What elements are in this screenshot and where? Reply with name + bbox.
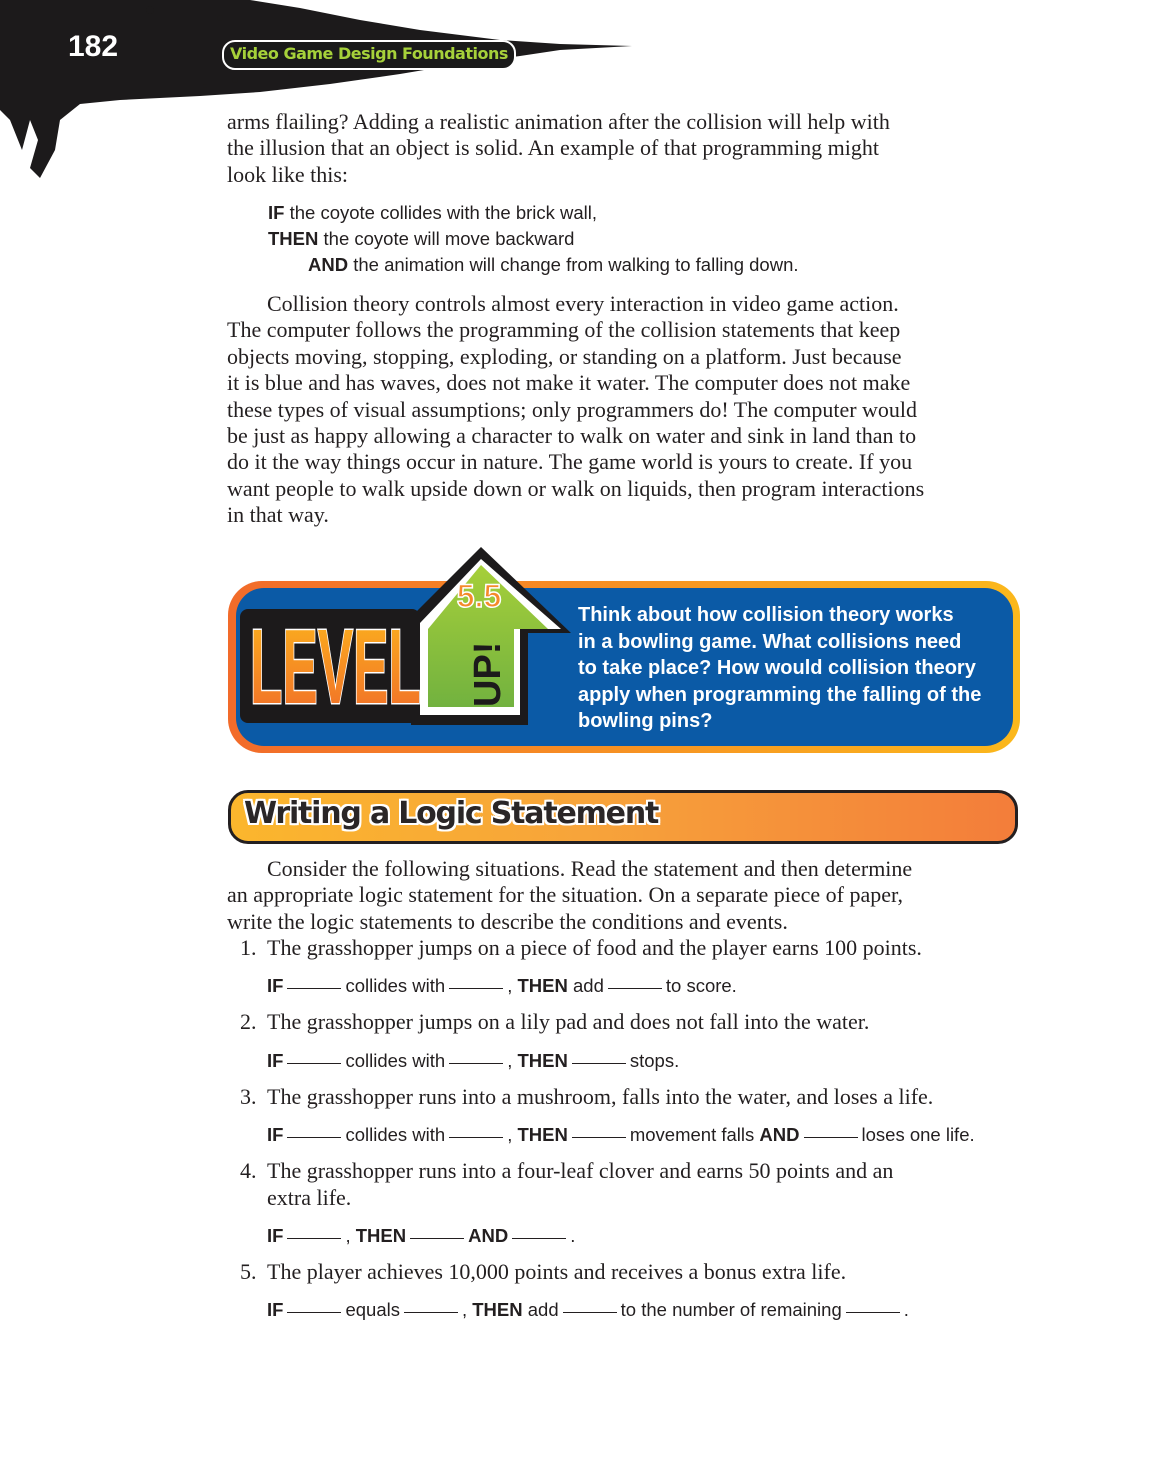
fill-in-blank[interactable] [512, 1237, 566, 1239]
statement-text: . [570, 1225, 576, 1247]
item-number: 2. [240, 1009, 257, 1035]
text-line: write the logic statements to describe the conditions and events. [227, 908, 788, 934]
section-title: Writing a Logic Statement [244, 796, 659, 831]
item-question [240, 935, 1040, 961]
prompt-line: to take place? How would collision theory [578, 657, 976, 679]
exercise-item [240, 1158, 1040, 1249]
statement-text: , [507, 1124, 518, 1146]
exercise-item [240, 1259, 1040, 1323]
example-line [268, 200, 799, 226]
fill-in-blank[interactable] [287, 1062, 341, 1064]
fill-in-blank[interactable] [287, 1311, 341, 1313]
item-text: The grasshopper jumps on a piece of food and the player earns 100 points. [267, 935, 922, 960]
statement-text: add [567, 975, 604, 997]
text-line: an appropriate logic statement for the situation. On a separate piece of paper, [227, 882, 903, 908]
fill-in-blank[interactable] [804, 1136, 858, 1138]
item-text: The grasshopper jumps on a lily pad and does not fall into the water. [267, 1009, 870, 1035]
logic-statement-template [240, 1122, 1040, 1148]
statement-text: to score. [665, 975, 737, 997]
statement-text: to the number of remaining [620, 1299, 842, 1321]
prompt-line: Think about how collision theory works [578, 604, 954, 626]
item-question [240, 1259, 1040, 1285]
statement-text: collides with [345, 1049, 446, 1071]
item-text: The player achieves 10,000 points and receives a bonus extra life. [267, 1259, 847, 1285]
item-question [240, 1084, 1040, 1110]
item-text: The grasshopper runs into a four-leaf clover and earns 50 points and an [267, 1158, 894, 1184]
keyword: THEN [517, 975, 568, 997]
exercise-item [240, 1084, 1040, 1148]
fill-in-blank[interactable] [287, 1237, 341, 1239]
page-number: 182 [68, 30, 119, 63]
statement-text: , [507, 975, 518, 997]
keyword: THEN [472, 1299, 523, 1321]
statement-text: equals [345, 1299, 400, 1321]
fill-in-blank[interactable] [846, 1311, 900, 1313]
statement-text: collides with [345, 975, 446, 997]
statement-text: , [507, 1049, 518, 1071]
example-line [268, 226, 799, 252]
level-word: LEVEL [250, 606, 421, 726]
item-question [240, 1158, 1040, 1211]
text-line: arms flailing? Adding a realistic animation after the collision will help with [227, 109, 890, 134]
text-line: Collision theory controls almost every interaction in video game action. [267, 291, 899, 316]
exercise-item [240, 935, 1040, 999]
statement-text: loses one life. [861, 1124, 975, 1146]
fill-in-blank[interactable] [563, 1311, 617, 1313]
item-text: The grasshopper runs into a mushroom, falls into the water, and loses a life. [267, 1083, 934, 1109]
item-number: 4. [240, 1158, 257, 1184]
text-line: these types of visual assumptions; only programmers do! The computer would [227, 396, 918, 422]
logic-statement-template [240, 1223, 1040, 1249]
fill-in-blank[interactable] [287, 987, 341, 989]
keyword: THEN [517, 1124, 568, 1146]
keyword: THEN [355, 1225, 407, 1247]
keyword: AND [759, 1124, 800, 1146]
prompt-line: in a bowling game. What collisions need [578, 630, 962, 653]
keyword: IF [268, 202, 285, 223]
keyword: THEN [268, 228, 319, 249]
fill-in-blank[interactable] [449, 987, 503, 989]
text-line: in that way. [227, 502, 329, 528]
example-text: the animation will change from walking to falling down. [348, 254, 799, 275]
level-number: 5.5 [456, 578, 502, 614]
logic-statement-template [240, 973, 1040, 999]
fill-in-blank[interactable] [449, 1136, 503, 1138]
prompt-line: apply when programming the falling of the [578, 683, 982, 706]
running-head: Video Game Design Foundations [222, 40, 516, 70]
statement-text: . [903, 1299, 909, 1321]
logic-statement-template [240, 1048, 1040, 1074]
item-number: 1. [240, 935, 257, 960]
level-up-prompt [578, 602, 981, 735]
exercise-list [240, 935, 1040, 1333]
text-line: do it the way things occur in nature. The game world is yours to create. If you [227, 449, 913, 475]
statement-text: add [522, 1299, 559, 1321]
keyword: THEN [517, 1049, 568, 1071]
text-line: it is blue and has waves, does not make it water. The computer does not make [227, 370, 911, 396]
keyword: IF [267, 975, 284, 997]
keyword: IF [267, 1225, 284, 1247]
text-line: want people to walk upside down or walk on liquids, then program interactions [227, 475, 925, 501]
text-line: The computer follows the programming of the collision statements that keep [227, 317, 901, 343]
text-line: objects moving, stopping, exploding, or standing on a platform. Just because [227, 343, 902, 369]
keyword: IF [267, 1049, 284, 1071]
statement-text: collides with [345, 1124, 446, 1146]
fill-in-blank[interactable] [449, 1062, 503, 1064]
statement-text: , [345, 1225, 356, 1247]
statement-text: movement falls [629, 1124, 760, 1146]
up-word: UP! [467, 641, 509, 707]
text-line: look like this: [227, 161, 348, 187]
fill-in-blank[interactable] [404, 1311, 458, 1313]
keyword: AND [468, 1225, 509, 1247]
keyword: IF [267, 1124, 284, 1146]
example-logic-statement [268, 200, 799, 278]
statement-text: , [461, 1299, 473, 1321]
statement-text: stops. [629, 1049, 680, 1071]
text-line: the illusion that an object is solid. An example of that programming might [227, 135, 879, 161]
fill-in-blank[interactable] [608, 987, 662, 989]
item-number: 3. [240, 1083, 257, 1109]
paragraph-collision-theory [227, 291, 924, 529]
example-line [268, 252, 799, 278]
prompt-line: bowling pins? [578, 710, 713, 732]
example-text: the coyote will move backward [318, 228, 575, 249]
example-text: the coyote collides with the brick wall, [284, 202, 598, 223]
fill-in-blank[interactable] [410, 1237, 464, 1239]
fill-in-blank[interactable] [572, 1062, 626, 1064]
item-text: extra life. [267, 1184, 352, 1210]
text-line: be just as happy allowing a character to walk on water and sink in land than to [227, 423, 917, 449]
exercise-item [240, 1009, 1040, 1073]
paragraph-instructions [227, 856, 912, 935]
item-question [240, 1009, 1040, 1035]
keyword: AND [308, 254, 349, 275]
paragraph-intro [227, 109, 890, 188]
text-line: Consider the following situations. Read the statement and then determine [267, 856, 913, 881]
fill-in-blank[interactable] [572, 1136, 626, 1138]
logic-statement-template [240, 1297, 1040, 1323]
keyword: IF [267, 1299, 284, 1321]
fill-in-blank[interactable] [287, 1136, 341, 1138]
item-number: 5. [240, 1259, 257, 1285]
